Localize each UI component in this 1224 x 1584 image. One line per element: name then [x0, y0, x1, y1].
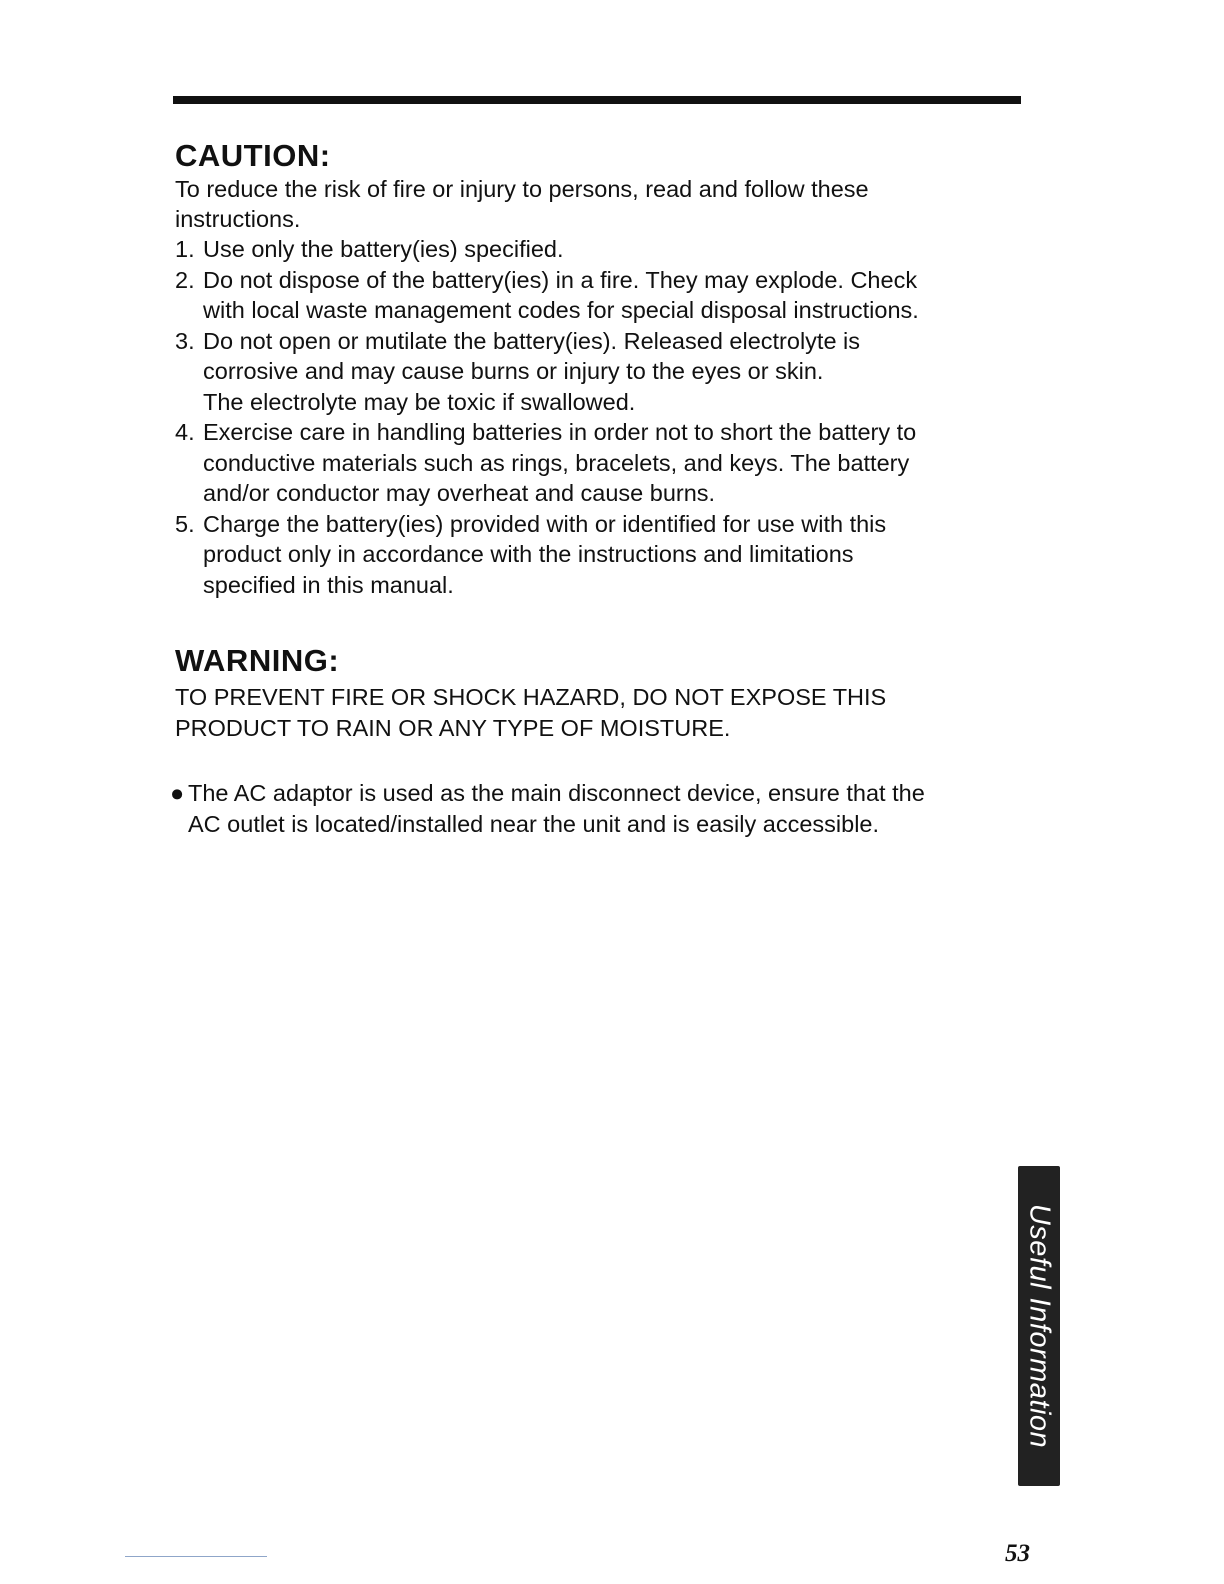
caution-item-number: 3.	[175, 327, 195, 354]
caution-heading: CAUTION:	[175, 138, 331, 173]
caution-item-line: The electrolyte may be toxic if swallowed.	[203, 388, 636, 415]
caution-item-number: 1.	[175, 236, 195, 262]
ac-adaptor-note	[170, 778, 1020, 840]
caution-item-number: 5.	[175, 510, 195, 537]
caution-item-line: and/or conductor may overheat and cause burns.	[203, 480, 716, 506]
section-tab-label: Useful Information	[1023, 1203, 1056, 1449]
caution-item	[175, 509, 1015, 601]
caution-item-line: Charge the battery(ies) provided with or identified for use with this	[203, 510, 887, 537]
section-tab	[1018, 1166, 1060, 1486]
caution-list	[175, 234, 1015, 600]
caution-item-line: Do not open or mutilate the battery(ies). Released electrolyte is	[203, 327, 861, 354]
caution-item-line: Use only the battery(ies) specified.	[203, 236, 564, 262]
caution-item-number: 2.	[175, 266, 195, 293]
top-rule	[173, 96, 1021, 104]
caution-item	[175, 265, 1015, 326]
note-line: AC outlet is located/installed near the unit and is easily accessible.	[188, 811, 880, 837]
caution-intro: To reduce the risk of fire or injury to persons, read and follow these instructions.	[175, 176, 869, 232]
caution-item-line: Exercise care in handling batteries in order not to short the battery to	[203, 419, 917, 445]
caution-item	[175, 326, 1015, 418]
note-line-text: The AC adaptor is used as the main disconnect device, ensure that the	[188, 780, 925, 806]
warning-heading: WARNING:	[175, 643, 340, 678]
caution-item-line: corrosive and may cause burns or injury to the eyes or skin.	[203, 358, 824, 384]
bottom-edge-mark	[125, 1556, 267, 1557]
caution-item-line: conductive materials such as rings, bracelets, and keys. The battery	[203, 449, 910, 476]
warning-text: TO PREVENT FIRE OR SHOCK HAZARD, DO NOT EXPOSE THIS PRODUCT TO RAIN OR ANY TYPE OF MOISTURE.	[175, 684, 887, 741]
caution-item-line: specified in this manual.	[203, 571, 454, 598]
caution-item-number: 4.	[175, 419, 195, 445]
caution-item-line: with local waste management codes for special disposal instructions.	[203, 297, 919, 323]
note-line	[170, 778, 1020, 809]
page-number: 53	[1005, 1540, 1030, 1567]
bullet-icon: ●	[170, 780, 185, 806]
caution-item-line: Do not dispose of the battery(ies) in a fire. They may explode. Check	[203, 266, 918, 293]
caution-item-line: product only in accordance with the instructions and limitations	[203, 541, 854, 567]
caution-item	[175, 417, 1015, 509]
caution-item	[175, 234, 1015, 265]
